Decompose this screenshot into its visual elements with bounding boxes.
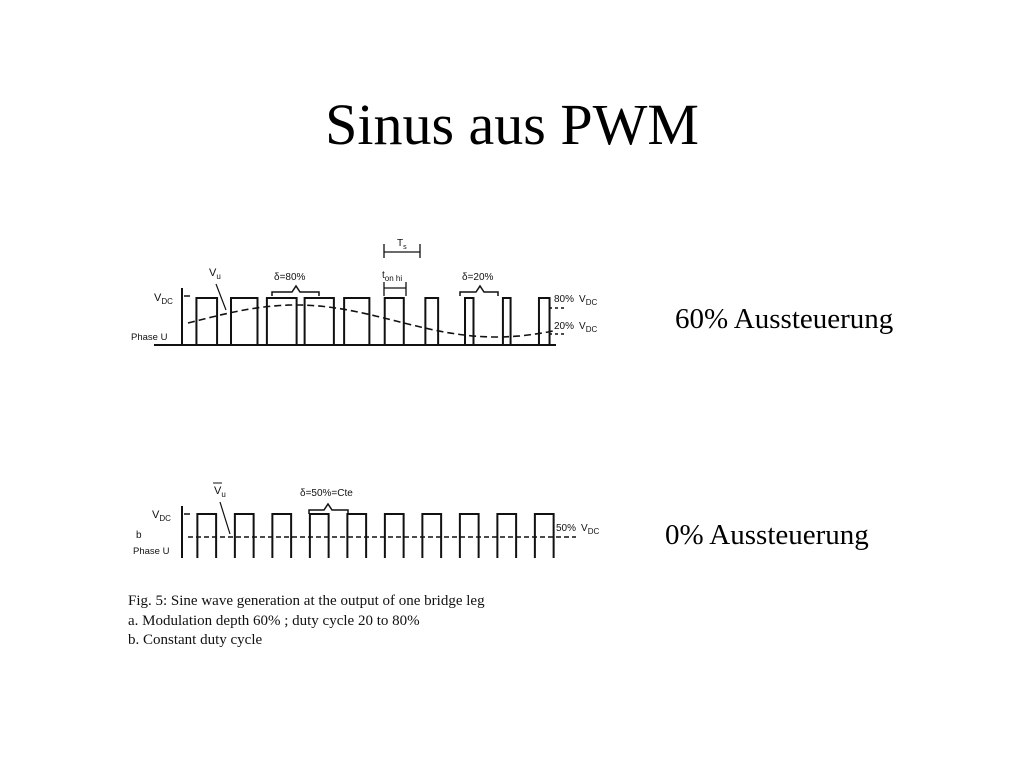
pwm-pulse: [197, 514, 216, 558]
pwm-pulse: [465, 298, 473, 345]
slide-title: Sinus aus PWM: [325, 92, 699, 157]
pwm-pulse: [196, 298, 217, 345]
pwm-pulse: [535, 514, 554, 558]
duty-80-label: δ=80%: [274, 272, 306, 283]
pwm-diagram-60-percent: [126, 228, 616, 368]
caption-line-2: a. Modulation depth 60% ; duty cycle 20 to 80%: [128, 612, 420, 629]
pwm-pulse-train-b: [197, 514, 553, 558]
vdc-label-b: $V_{DC}$: [152, 509, 171, 523]
b-letter-label: b: [136, 530, 142, 541]
ref-50-label: 50% $V_{DC}$: [556, 523, 600, 536]
brace-duty-80: [272, 286, 319, 296]
brace-duty-50: [309, 504, 348, 514]
pwm-pulse: [503, 298, 511, 345]
pwm-pulse: [422, 514, 441, 558]
pwm-pulse: [385, 514, 404, 558]
pwm-pulse: [235, 514, 254, 558]
vdc-label-a: $V_{DC}$: [154, 292, 173, 306]
label-0-percent: 0% Aussteuerung: [665, 519, 869, 551]
pwm-pulse-train-a: [196, 298, 549, 345]
caption-line-1: Fig. 5: Sine wave generation at the output of one bridge leg: [128, 593, 485, 609]
vu-pointer-b: [220, 502, 230, 534]
ts-label: $T_s$: [397, 238, 407, 251]
pwm-pulse: [460, 514, 479, 558]
ton-label: $t_{on hi}$: [382, 270, 403, 283]
vu-label-a: $V_u$: [209, 267, 221, 281]
caption-line-3: b. Constant duty cycle: [128, 632, 263, 648]
pwm-pulse: [385, 298, 404, 345]
ref-80-label: 80% $V_{DC}$: [554, 294, 598, 307]
vu-label-b: $V_u$: [214, 485, 226, 499]
brace-duty-20: [460, 286, 498, 296]
pwm-pulse: [347, 514, 366, 558]
sine-reference-a: [188, 305, 556, 337]
phase-u-label-a: Phase U: [131, 332, 168, 343]
pwm-pulse: [272, 514, 291, 558]
pwm-pulse: [539, 298, 550, 345]
duty-20-label: δ=20%: [462, 272, 494, 283]
pwm-pulse: [425, 298, 438, 345]
pwm-pulse: [310, 514, 329, 558]
duty-50-label: δ=50%=Cte: [300, 488, 353, 499]
ref-20-label: 20% $V_{DC}$: [554, 321, 598, 334]
phase-u-label-b: Phase U: [133, 546, 170, 557]
pwm-pulse: [344, 298, 369, 345]
figure-caption: [128, 592, 485, 651]
label-60-percent: 60% Aussteuerung: [675, 303, 894, 335]
pwm-pulse: [497, 514, 516, 558]
pwm-pulse: [231, 298, 257, 345]
pwm-diagram-0-percent: [126, 476, 616, 568]
